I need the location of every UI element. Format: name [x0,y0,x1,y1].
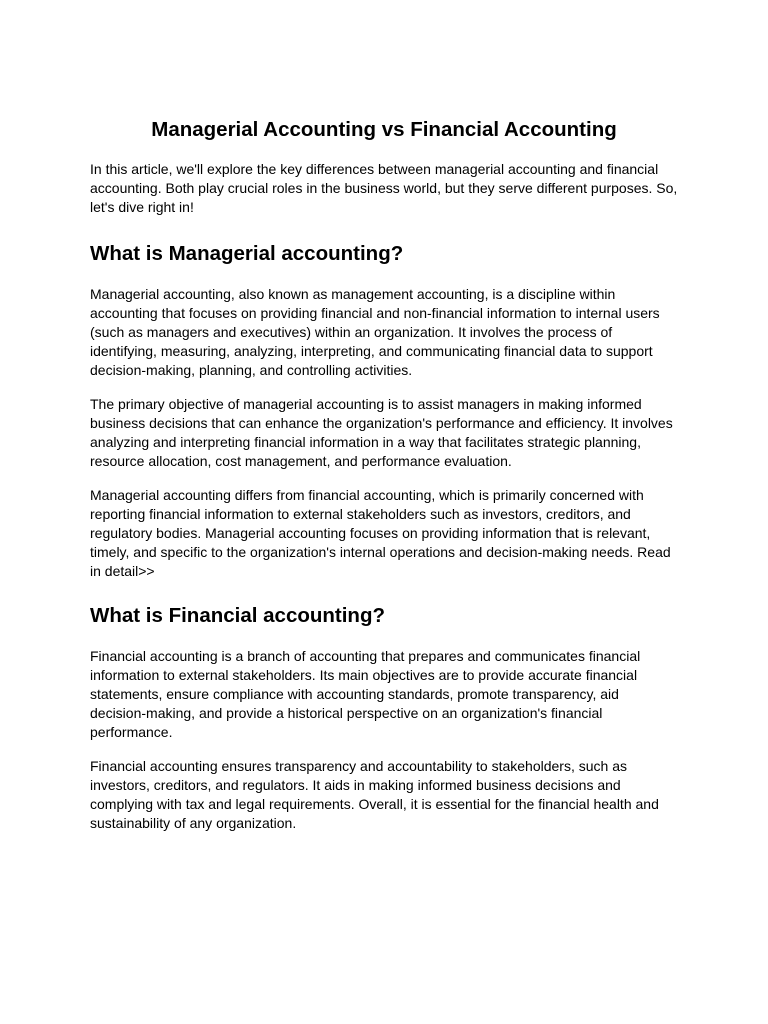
managerial-paragraph-2: The primary objective of managerial accounting is to assist managers in making informed business decisions that can enhance the organization's performance and efficiency. It involves analyzing and interpreting financial information in a way that facilitates strategic planning, resource allocation, cost management, and performance evaluation. [90,396,673,469]
intro-paragraph: In this article, we'll explore the key differences between managerial accounting and financial accounting. Both play crucial roles in the business world, but they serve different purposes. So, let's dive right in! [90,161,678,215]
financial-paragraph-2: Financial accounting ensures transparency and accountability to stakeholders, such as investors, creditors, and regulators. It aids in making informed business decisions and complying with tax and legal requirements. Overall, it is essential for the financial health and sustainability of any organization. [90,758,659,831]
financial-paragraph-1: Financial accounting is a branch of accounting that prepares and communicates financial information to external stakeholders. Its main objectives are to provide accurate financial statements, ensure compliance with accounting standards, promote transparency, aid decision-making, and provide a historical perspective on an organization's financial performance. [90,648,641,740]
section-body-financial [90,647,678,833]
section-body-managerial [90,285,678,581]
page-title: Managerial Accounting vs Financial Accounting [151,118,617,141]
managerial-paragraph-3: Managerial accounting differs from financial accounting, which is primarily concerned with reporting financial information to external stakeholders such as investors, creditors, and regulatory bodies. Managerial accounting focuses on providing information that is relevant, timely, and specific to the organization's internal operations and decision-making needs. Read in detail>> [90,487,671,579]
managerial-paragraph-1: Managerial accounting, also known as management accounting, is a discipline within accounting that focuses on providing financial and non-financial information to internal users (such as managers and executives) within an organization. It involves the process of identifying, measuring, analyzing, interpreting, and communicating financial data to support decision-making, planning, and controlling activities. [90,286,660,378]
section-heading-financial: What is Financial accounting? [90,604,385,627]
section-heading-managerial: What is Managerial accounting? [90,242,404,265]
